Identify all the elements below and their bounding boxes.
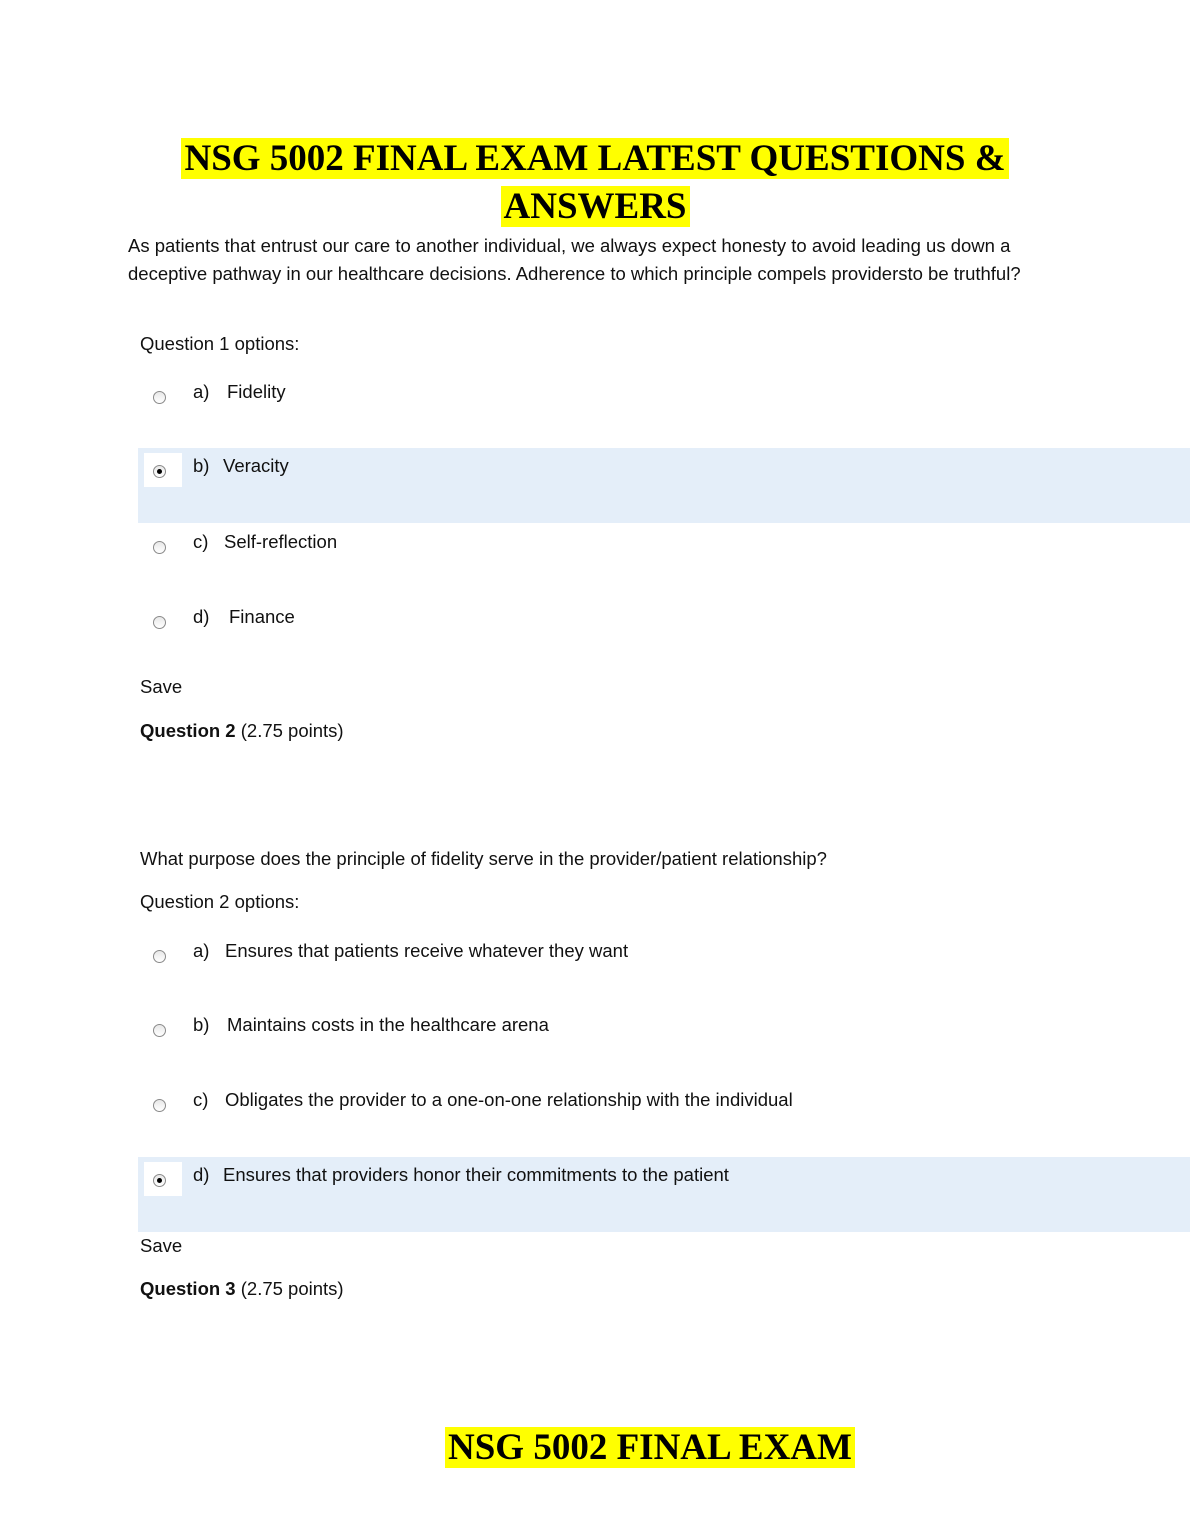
question-2-heading xyxy=(140,719,344,743)
question-points: (2.75 points) xyxy=(240,720,344,741)
option-label: Ensures that providers honor their commitments to the patient xyxy=(223,1164,729,1185)
option-letter: d) xyxy=(193,1164,210,1185)
radio-button[interactable] xyxy=(153,1024,166,1037)
question-1-option-c[interactable] xyxy=(138,524,1190,599)
question-1-option-d[interactable] xyxy=(138,599,1190,674)
radio-button-checked[interactable] xyxy=(153,1174,166,1187)
option-label: Maintains costs in the healthcare arena xyxy=(227,1014,549,1035)
question-number: Question 3 xyxy=(140,1278,236,1299)
radio-button[interactable] xyxy=(153,541,166,554)
question-1-option-b[interactable] xyxy=(138,448,1190,523)
option-letter: d) xyxy=(193,606,210,627)
option-letter: b) xyxy=(193,1014,210,1035)
option-letter: c) xyxy=(193,531,209,552)
save-button[interactable]: Save xyxy=(140,676,183,697)
option-letter: a) xyxy=(193,381,210,402)
footer-title xyxy=(445,1425,855,1471)
question-2-text: What purpose does the principle of fidelity serve in the provider/patient relationship? xyxy=(140,848,827,869)
question-1-options-label: Question 1 options: xyxy=(140,333,300,354)
title-line-1: NSG 5002 FINAL EXAM LATEST QUESTIONS & xyxy=(181,138,1008,179)
question-2-options-label: Question 2 options: xyxy=(140,891,300,912)
option-label: Finance xyxy=(229,606,295,627)
option-letter: a) xyxy=(193,940,210,961)
title-line-2: ANSWERS xyxy=(501,186,690,227)
question-1-text: As patients that entrust our care to another individual, we always expect honesty to avoid leading us down a deceptive pathway in our healthcare decisions. Adherence to which principle compels providersto be truthful? xyxy=(128,235,1021,284)
radio-button-checked[interactable] xyxy=(153,465,166,478)
radio-button[interactable] xyxy=(153,950,166,963)
question-3-heading xyxy=(140,1277,344,1301)
document-title xyxy=(0,136,1190,182)
question-1-option-a[interactable] xyxy=(138,374,1190,449)
radio-button[interactable] xyxy=(153,391,166,404)
option-label: Self-reflection xyxy=(224,531,338,552)
footer-title-text: NSG 5002 FINAL EXAM xyxy=(445,1427,855,1468)
question-2-option-b[interactable] xyxy=(138,1007,1190,1082)
question-2-option-c[interactable] xyxy=(138,1082,1190,1157)
option-label: Ensures that patients receive whatever they want xyxy=(225,940,629,961)
question-2-option-d[interactable] xyxy=(138,1157,1190,1232)
option-label: Obligates the provider to a one-on-one relationship with the individual xyxy=(225,1089,793,1110)
document-title-cont xyxy=(0,184,1190,230)
save-button[interactable]: Save xyxy=(140,1235,183,1256)
option-label: Fidelity xyxy=(227,381,286,402)
question-points: (2.75 points) xyxy=(240,1278,344,1299)
radio-button[interactable] xyxy=(153,616,166,629)
question-number: Question 2 xyxy=(140,720,236,741)
question-2-option-a[interactable] xyxy=(138,933,1190,1008)
option-letter: c) xyxy=(193,1089,209,1110)
radio-button[interactable] xyxy=(153,1099,166,1112)
option-letter: b) xyxy=(193,455,210,476)
option-label: Veracity xyxy=(223,455,289,476)
